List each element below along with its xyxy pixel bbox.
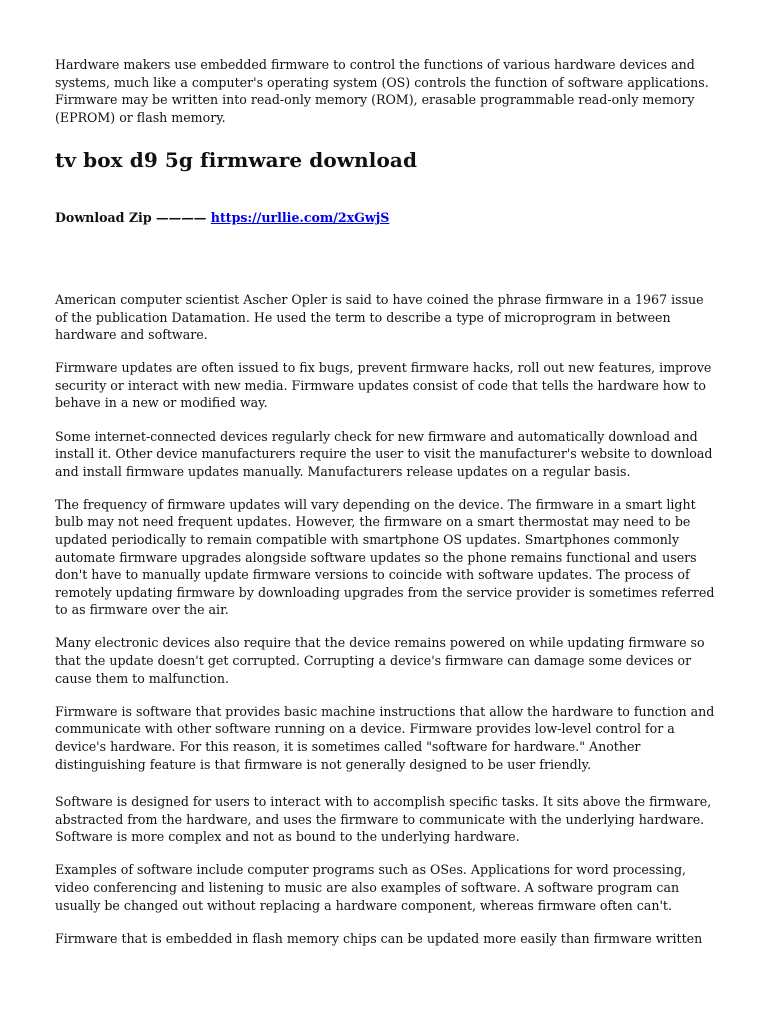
article-body — [55, 291, 717, 947]
document-page — [55, 56, 717, 963]
paragraph: Examples of software include computer programs such as OSes. Applications for word processing, video conferencing and listening to music are also examples of software. A software program can usually be changed out without replacing a hardware component, whereas firmware often can't. — [55, 862, 687, 913]
download-link[interactable]: https://urllie.com/2xGwjS — [210, 210, 390, 226]
paragraph: Many electronic devices also require that the device remains powered on while updating firmware so that the update doesn't get corrupted. Corrupting a device's firmware can damage some devices or cause them to malfunction. — [55, 635, 705, 686]
paragraph: Firmware that is embedded in flash memory chips can be updated more easily than firmware written — [55, 930, 703, 946]
paragraph: American computer scientist Ascher Opler is said to have coined the phrase firmware in a 1967 issue of the publication Datamation. He used the term to describe a type of microprogram in between hardware and software. — [55, 291, 704, 343]
download-line — [55, 209, 717, 227]
paragraph: Some internet-connected devices regularly check for new firmware and automatically download and install it. Other device manufacturers require the user to visit the manufacturer's website to download and install firmware updates manually. Manufacturers release updates on a regular basis. — [55, 428, 713, 479]
download-label: Download Zip ———— — [55, 210, 211, 226]
paragraph: Firmware is software that provides basic machine instructions that allow the hardware to function and communicate with other software running on a device. Firmware provides low-level control for a device's hardware. For this reason, it is sometimes called "software for hardware." Another distinguishing feature is that firmware is not generally designed to be user friendly. — [55, 703, 715, 772]
paragraph: The frequency of firmware updates will vary depending on the device. The firmware in a smart light bulb may not need frequent updates. However, the firmware on a smart thermostat may need to be updated periodically to remain compatible with smartphone OS updates. Smartphones commonly automate firmware upgrades alongside software updates so the phone remains functional and users don't have to manually update firmware versions to coincide with software updates. The process of remotely updating firmware by downloading upgrades from the service provider is sometimes referred to as firmware over the air. — [55, 496, 715, 618]
intro-paragraph: Hardware makers use embedded firmware to control the functions of various hardware devices and systems, much like a computer's operating system (OS) controls the function of software applications. Firmware may be written into read-only memory (ROM), erasable programmable read-only memory (EPROM) or flash memory. — [55, 57, 709, 125]
page-title: tv box d9 5g firmware download — [55, 148, 418, 173]
paragraph: Software is designed for users to interact with to accomplish specific tasks. It sits above the firmware, abstracted from the hardware, and uses the firmware to communicate with the underlying hardware. Software is more complex and not as bound to the underlying hardware. — [55, 794, 712, 845]
paragraph: Firmware updates are often issued to fix bugs, prevent firmware hacks, roll out new features, improve security or interact with new media. Firmware updates consist of code that tells the hardware how to behave in a new or modified way. — [55, 360, 712, 411]
